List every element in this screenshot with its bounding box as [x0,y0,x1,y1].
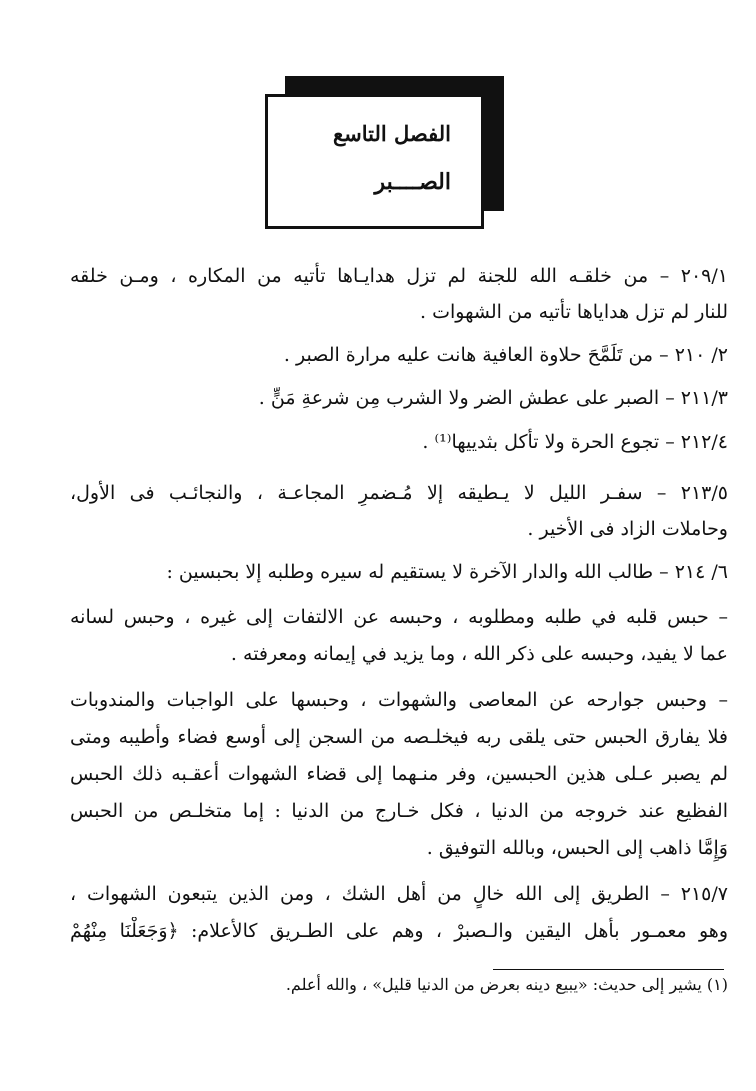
text-line-4: ٢١١/٣ – الصبر على عطش الضر ولا الشرب مِن شرعةِ مَنٍّ . [258,387,728,409]
footnote-divider [493,969,724,970]
text-line-3: ٢/ ٢١٠ – من تَلَمَّحَ حلاوة العافية هانت عليه مرارة الصبر . [283,344,728,366]
text-line-17: وهو معمـور بأهل اليقين والـصبرْ ، وهم على الطـريق كالأعلام: ﴿وَجَعَلْنَا مِنْهُمْ [70,920,728,942]
chapter-subtitle: الصــــبر [374,169,451,195]
text-line-12: فلا يفارق الحبس حتى يلقى ربه فيخلـصه من السجن إلى أوسع فضاء وأطيبه ومتى [70,726,728,748]
text-line-2: للنار لم تزل هداياها تأتيه من الشهوات . [420,301,728,323]
text-line-16: ٢١٥/٧ – الطريق إلى الله خالٍ من أهل الشك ، ومن الذين يتبعون الشهوات ، [70,883,728,905]
text-line-9: – حبس قلبه في طلبه ومطلوبه ، وحبسه عن الالتفات إلى غيره ، وحبس لسانه [70,606,728,628]
text-line-11: – وحبس جوارحه عن المعاصى والشهوات ، وحبسها على الواجبات والمندوبات [70,689,728,711]
text-line-7: وحاملات الزاد فى الأخير . [527,518,728,540]
text-line-8: ٦/ ٢١٤ – طالب الله والدار الآخرة لا يستقيم له سيره وطلبه إلا بحبسين : [166,561,728,583]
text-line-15: وَإِمَّا ذاهب إلى الحبس، وبالله التوفيق . [426,837,728,859]
text-line-14: الفظيع عند خروجه من الدنيا ، فكل خـارج من الدنيا : إما متخلـص من الحبس [70,800,728,822]
text-line-6: ٢١٣/٥ – سفـر الليل لا يـطيقه إلا مُـضمرِ المجاعـة ، والنجائـب فى الأول، [70,482,728,504]
text-line-5: ٢١٢/٤ – تجوع الحرة ولا تأكل بثدييها⁽¹⁾ . [422,431,728,453]
text-line-10: عما لا يفيد، وحبسه على ذكر الله ، وما يزيد في إيمانه ومعرفته . [230,643,728,665]
text-line-13: لم يصبر عـلى هذين الحبسين، وفر منـهما إلى قضاء الشهوات أعقـبه ذلك الحبس [70,763,728,785]
footnote: (١) يشير إلى حديث: «يبيع دينه بعرض من الدنيا قليل» ، والله أعلم. [285,975,728,994]
chapter-title: الفصل التاسع [332,121,451,146]
chapter-title-box [265,94,484,229]
text-line-1: ٢٠٩/١ – من خلقـه الله للجنة لم تزل هدايـاها تأتيه من المكاره ، ومـن خلقه [70,265,728,287]
